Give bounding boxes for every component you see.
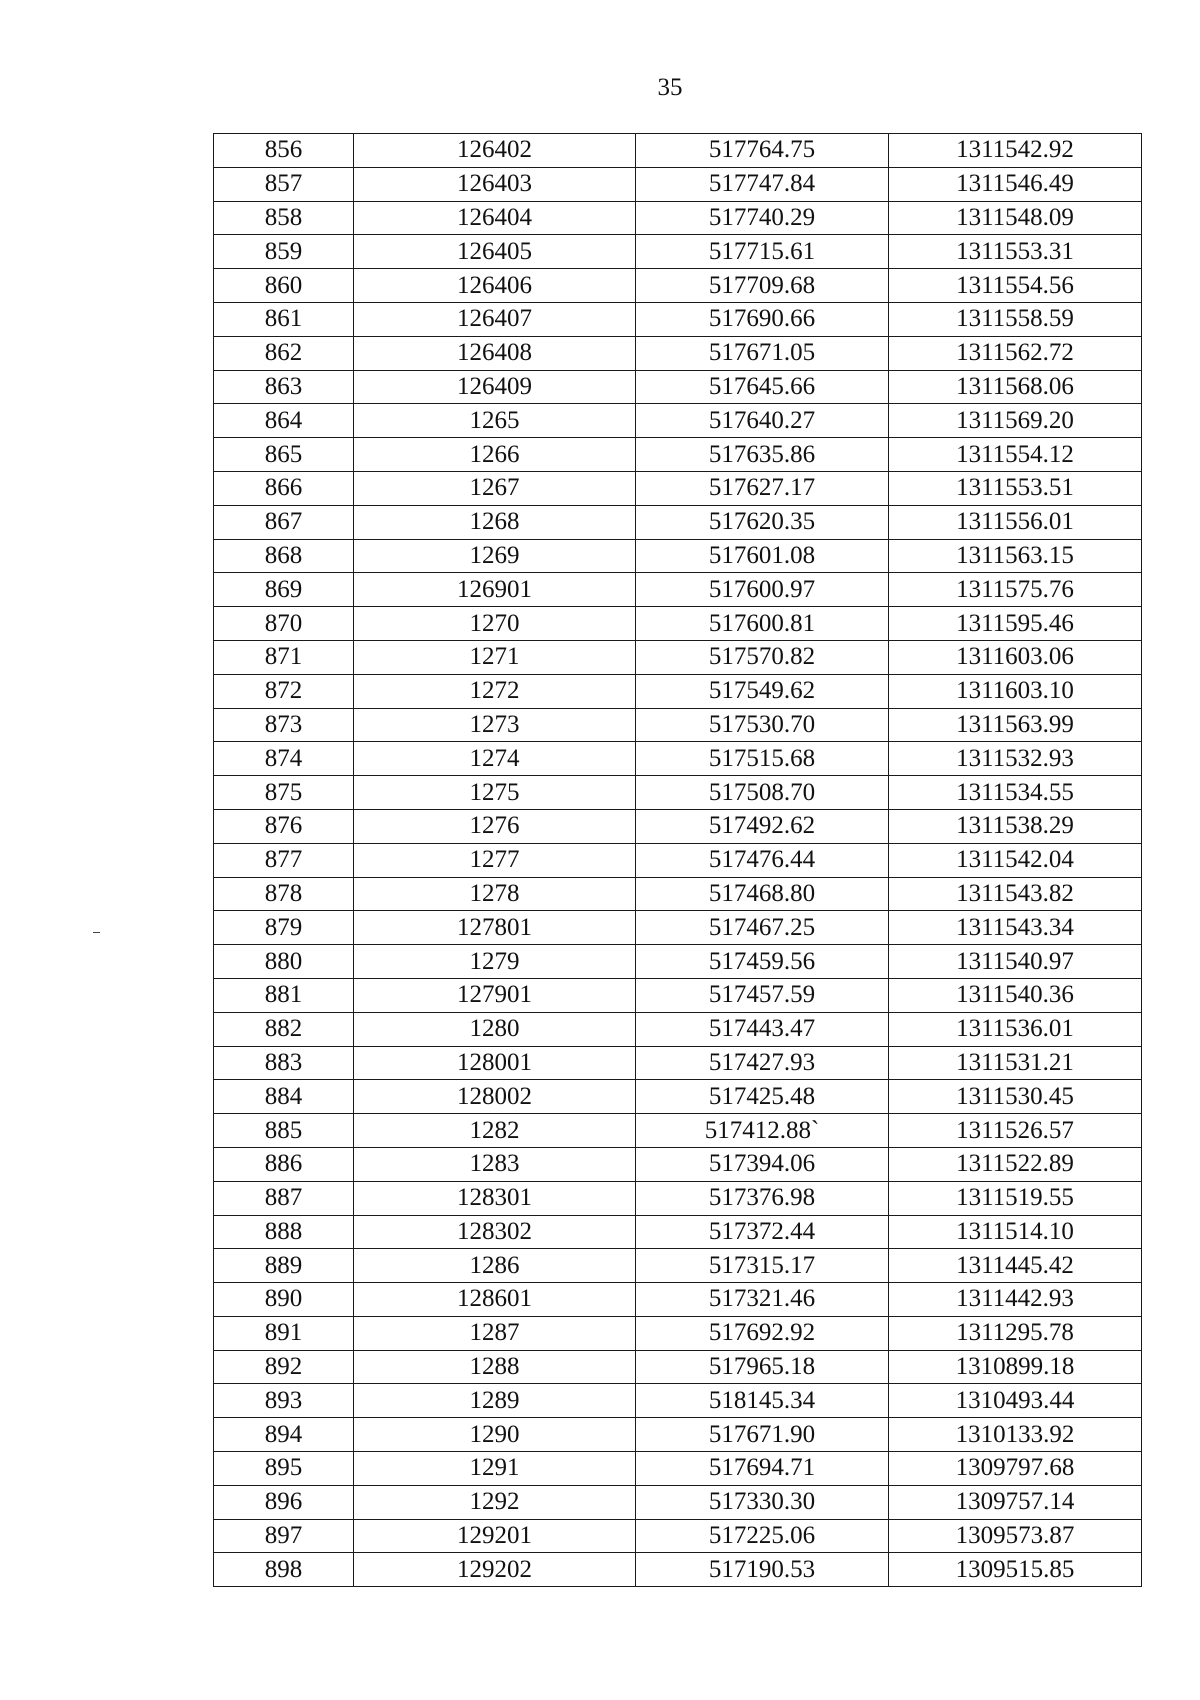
table-row [214,809,1142,843]
table-row [214,945,1142,979]
y-coordinate-cell: 1311522.89 [889,1147,1142,1181]
row-number-cell: 872 [214,674,354,708]
table-row [214,269,1142,303]
row-number-cell: 881 [214,978,354,1012]
point-id-cell: 126404 [354,201,636,235]
y-coordinate-cell: 1311543.82 [889,877,1142,911]
row-number-cell: 883 [214,1046,354,1080]
table-row [214,708,1142,742]
point-id-cell: 1283 [354,1147,636,1181]
y-coordinate-cell: 1311553.31 [889,235,1142,269]
x-coordinate-cell: 517747.84 [636,167,889,201]
y-coordinate-cell: 1310133.92 [889,1418,1142,1452]
x-coordinate-cell: 517549.62 [636,674,889,708]
point-id-cell: 126402 [354,134,636,168]
point-id-cell: 1291 [354,1452,636,1486]
table-row [214,1350,1142,1384]
row-number-cell: 897 [214,1519,354,1553]
row-number-cell: 889 [214,1249,354,1283]
row-number-cell: 892 [214,1350,354,1384]
row-number-cell: 880 [214,945,354,979]
table-row [214,1519,1142,1553]
point-id-cell: 129202 [354,1553,636,1587]
row-number-cell: 893 [214,1384,354,1418]
x-coordinate-cell: 517372.44 [636,1215,889,1249]
page-number: 35 [657,74,683,101]
y-coordinate-cell: 1311531.21 [889,1046,1142,1080]
row-number-cell: 870 [214,607,354,641]
y-coordinate-cell: 1311536.01 [889,1012,1142,1046]
point-id-cell: 1268 [354,505,636,539]
row-number-cell: 858 [214,201,354,235]
row-number-cell: 857 [214,167,354,201]
row-number-cell: 886 [214,1147,354,1181]
y-coordinate-cell: 1311542.04 [889,843,1142,877]
y-coordinate-cell: 1311568.06 [889,370,1142,404]
row-number-cell: 869 [214,573,354,607]
y-coordinate-cell: 1311575.76 [889,573,1142,607]
row-number-cell: 863 [214,370,354,404]
table-row [214,336,1142,370]
y-coordinate-cell: 1311563.15 [889,539,1142,573]
table-row [214,134,1142,168]
table-row [214,1316,1142,1350]
point-id-cell: 1272 [354,674,636,708]
point-id-cell: 1267 [354,471,636,505]
stray-mark [93,932,100,933]
y-coordinate-cell: 1311532.93 [889,742,1142,776]
row-number-cell: 876 [214,809,354,843]
x-coordinate-cell: 517225.06 [636,1519,889,1553]
x-coordinate-cell: 517515.68 [636,742,889,776]
x-coordinate-cell: 517330.30 [636,1485,889,1519]
y-coordinate-cell: 1311519.55 [889,1181,1142,1215]
table-row [214,505,1142,539]
y-coordinate-cell: 1311530.45 [889,1080,1142,1114]
table-row [214,438,1142,472]
y-coordinate-cell: 1309797.68 [889,1452,1142,1486]
y-coordinate-cell: 1311554.12 [889,438,1142,472]
table-row [214,302,1142,336]
x-coordinate-cell: 518145.34 [636,1384,889,1418]
y-coordinate-cell: 1311554.56 [889,269,1142,303]
y-coordinate-cell: 1309515.85 [889,1553,1142,1587]
row-number-cell: 898 [214,1553,354,1587]
point-id-cell: 126405 [354,235,636,269]
row-number-cell: 861 [214,302,354,336]
x-coordinate-cell: 517570.82 [636,640,889,674]
y-coordinate-cell: 1311546.49 [889,167,1142,201]
y-coordinate-cell: 1311563.99 [889,708,1142,742]
x-coordinate-cell: 517315.17 [636,1249,889,1283]
point-id-cell: 129201 [354,1519,636,1553]
x-coordinate-cell: 517627.17 [636,471,889,505]
x-coordinate-cell: 517394.06 [636,1147,889,1181]
table-row [214,471,1142,505]
x-coordinate-cell: 517425.48 [636,1080,889,1114]
row-number-cell: 874 [214,742,354,776]
row-number-cell: 859 [214,235,354,269]
y-coordinate-cell: 1311553.51 [889,471,1142,505]
y-coordinate-cell: 1311603.06 [889,640,1142,674]
point-id-cell: 126403 [354,167,636,201]
point-id-cell: 1280 [354,1012,636,1046]
point-id-cell: 128302 [354,1215,636,1249]
point-id-cell: 1277 [354,843,636,877]
point-id-cell: 126901 [354,573,636,607]
x-coordinate-cell: 517692.92 [636,1316,889,1350]
row-number-cell: 856 [214,134,354,168]
y-coordinate-cell: 1310493.44 [889,1384,1142,1418]
point-id-cell: 126407 [354,302,636,336]
point-id-cell: 1276 [354,809,636,843]
table-row [214,1181,1142,1215]
table-row [214,370,1142,404]
point-id-cell: 1289 [354,1384,636,1418]
row-number-cell: 875 [214,776,354,810]
x-coordinate-cell: 517715.61 [636,235,889,269]
table-row [214,742,1142,776]
x-coordinate-cell: 517600.81 [636,607,889,641]
point-id-cell: 1273 [354,708,636,742]
point-id-cell: 1278 [354,877,636,911]
table-row [214,1147,1142,1181]
table-row [214,776,1142,810]
y-coordinate-cell: 1311445.42 [889,1249,1142,1283]
table-row [214,1114,1142,1148]
row-number-cell: 891 [214,1316,354,1350]
point-id-cell: 126408 [354,336,636,370]
point-id-cell: 1274 [354,742,636,776]
y-coordinate-cell: 1311595.46 [889,607,1142,641]
x-coordinate-cell: 517468.80 [636,877,889,911]
point-id-cell: 128601 [354,1283,636,1317]
table-row [214,978,1142,1012]
y-coordinate-cell: 1311542.92 [889,134,1142,168]
y-coordinate-cell: 1311562.72 [889,336,1142,370]
point-id-cell: 1287 [354,1316,636,1350]
table-row [214,1418,1142,1452]
x-coordinate-cell: 517321.46 [636,1283,889,1317]
x-coordinate-cell: 517690.66 [636,302,889,336]
y-coordinate-cell: 1311540.36 [889,978,1142,1012]
x-coordinate-cell: 517709.68 [636,269,889,303]
table-row [214,167,1142,201]
x-coordinate-cell: 517467.25 [636,911,889,945]
row-number-cell: 878 [214,877,354,911]
x-coordinate-cell: 517376.98 [636,1181,889,1215]
table-row [214,640,1142,674]
point-id-cell: 1286 [354,1249,636,1283]
point-id-cell: 1265 [354,404,636,438]
table-row [214,607,1142,641]
table-row [214,1012,1142,1046]
y-coordinate-cell: 1311603.10 [889,674,1142,708]
y-coordinate-cell: 1309757.14 [889,1485,1142,1519]
table-row [214,843,1142,877]
table-row [214,1215,1142,1249]
point-id-cell: 1282 [354,1114,636,1148]
row-number-cell: 864 [214,404,354,438]
table-row [214,235,1142,269]
x-coordinate-cell: 517508.70 [636,776,889,810]
y-coordinate-cell: 1310899.18 [889,1350,1142,1384]
row-number-cell: 894 [214,1418,354,1452]
point-id-cell: 1288 [354,1350,636,1384]
table-row [214,1080,1142,1114]
y-coordinate-cell: 1311548.09 [889,201,1142,235]
row-number-cell: 887 [214,1181,354,1215]
row-number-cell: 865 [214,438,354,472]
point-id-cell: 128001 [354,1046,636,1080]
table-row [214,1485,1142,1519]
table-row [214,1384,1142,1418]
x-coordinate-cell: 517740.29 [636,201,889,235]
x-coordinate-cell: 517620.35 [636,505,889,539]
y-coordinate-cell: 1309573.87 [889,1519,1142,1553]
table-row [214,201,1142,235]
y-coordinate-cell: 1311538.29 [889,809,1142,843]
x-coordinate-cell: 517476.44 [636,843,889,877]
row-number-cell: 873 [214,708,354,742]
y-coordinate-cell: 1311543.34 [889,911,1142,945]
y-coordinate-cell: 1311442.93 [889,1283,1142,1317]
table-row [214,877,1142,911]
row-number-cell: 867 [214,505,354,539]
table-row [214,1452,1142,1486]
coordinates-table [213,133,1142,1587]
row-number-cell: 871 [214,640,354,674]
x-coordinate-cell: 517635.86 [636,438,889,472]
x-coordinate-cell: 517640.27 [636,404,889,438]
x-coordinate-cell: 517600.97 [636,573,889,607]
y-coordinate-cell: 1311556.01 [889,505,1142,539]
point-id-cell: 1266 [354,438,636,472]
point-id-cell: 1290 [354,1418,636,1452]
point-id-cell: 1271 [354,640,636,674]
x-coordinate-cell: 517492.62 [636,809,889,843]
row-number-cell: 885 [214,1114,354,1148]
row-number-cell: 888 [214,1215,354,1249]
x-coordinate-cell: 517671.05 [636,336,889,370]
table-row [214,539,1142,573]
row-number-cell: 868 [214,539,354,573]
x-coordinate-cell: 517457.59 [636,978,889,1012]
row-number-cell: 862 [214,336,354,370]
table-row [214,911,1142,945]
x-coordinate-cell: 517645.66 [636,370,889,404]
x-coordinate-cell: 517459.56 [636,945,889,979]
point-id-cell: 126409 [354,370,636,404]
point-id-cell: 1275 [354,776,636,810]
x-coordinate-cell: 517965.18 [636,1350,889,1384]
x-coordinate-cell: 517671.90 [636,1418,889,1452]
point-id-cell: 127801 [354,911,636,945]
point-id-cell: 1269 [354,539,636,573]
point-id-cell: 126406 [354,269,636,303]
table-row [214,573,1142,607]
row-number-cell: 860 [214,269,354,303]
table-row [214,404,1142,438]
y-coordinate-cell: 1311569.20 [889,404,1142,438]
point-id-cell: 1292 [354,1485,636,1519]
table-row [214,1046,1142,1080]
row-number-cell: 896 [214,1485,354,1519]
x-coordinate-cell: 517190.53 [636,1553,889,1587]
x-coordinate-cell: 517530.70 [636,708,889,742]
x-coordinate-cell: 517694.71 [636,1452,889,1486]
row-number-cell: 866 [214,471,354,505]
x-coordinate-cell: 517764.75 [636,134,889,168]
y-coordinate-cell: 1311514.10 [889,1215,1142,1249]
y-coordinate-cell: 1311534.55 [889,776,1142,810]
table-row [214,1553,1142,1587]
x-coordinate-cell: 517601.08 [636,539,889,573]
row-number-cell: 895 [214,1452,354,1486]
row-number-cell: 882 [214,1012,354,1046]
point-id-cell: 1279 [354,945,636,979]
table-row [214,674,1142,708]
point-id-cell: 127901 [354,978,636,1012]
point-id-cell: 128301 [354,1181,636,1215]
y-coordinate-cell: 1311526.57 [889,1114,1142,1148]
table-row [214,1283,1142,1317]
y-coordinate-cell: 1311558.59 [889,302,1142,336]
table-row [214,1249,1142,1283]
x-coordinate-cell: 517443.47 [636,1012,889,1046]
y-coordinate-cell: 1311295.78 [889,1316,1142,1350]
table-body [214,134,1142,1587]
point-id-cell: 128002 [354,1080,636,1114]
row-number-cell: 877 [214,843,354,877]
x-coordinate-cell: 517412.88` [636,1114,889,1148]
row-number-cell: 884 [214,1080,354,1114]
y-coordinate-cell: 1311540.97 [889,945,1142,979]
row-number-cell: 879 [214,911,354,945]
x-coordinate-cell: 517427.93 [636,1046,889,1080]
row-number-cell: 890 [214,1283,354,1317]
point-id-cell: 1270 [354,607,636,641]
